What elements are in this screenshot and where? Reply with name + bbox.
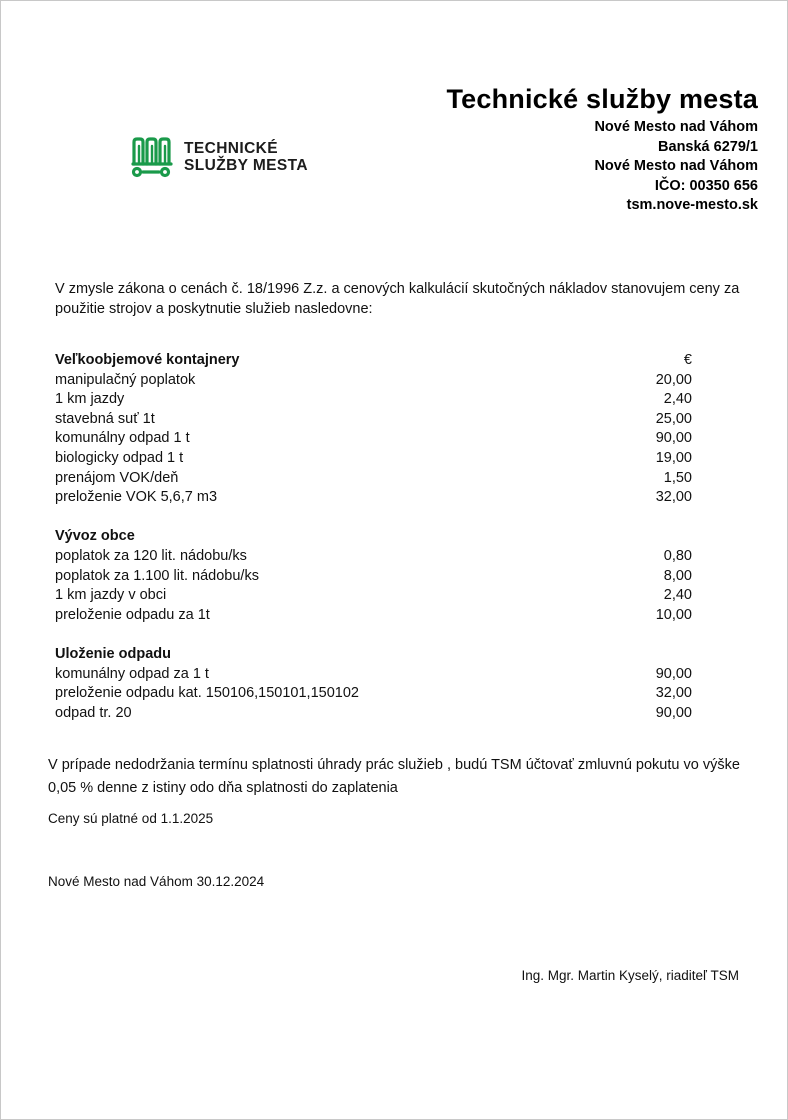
section-header [55, 645, 692, 665]
item-label: 1 km jazdy v obci [55, 587, 167, 604]
price-row [55, 684, 692, 704]
signature: Ing. Mgr. Martin Kyselý, riaditeľ TSM [521, 968, 739, 983]
price-row [55, 371, 692, 391]
validity-date: Ceny sú platné od 1.1.2025 [48, 811, 214, 826]
price-row [55, 449, 692, 469]
item-label: komunálny odpad za 1 t [55, 665, 209, 682]
item-price: 10,00 [655, 606, 692, 623]
item-price: 90,00 [655, 430, 692, 447]
section-title: Veľkoobjemové kontajnery [55, 352, 240, 368]
section-title: Uloženie odpadu [55, 645, 171, 662]
address-line: Banská 6279/1 [658, 138, 758, 155]
penalty-clause: V prípade nedodržania termínu splatnosti úhrady prác služieb , budú TSM účtovať zmluvnú pokutu vo výške 0,05 % denne z istiny odo dňa splatnosti do zaplatenia [48, 757, 740, 796]
section-title: Vývoz obce [55, 528, 135, 545]
price-row [55, 704, 692, 724]
company-id: IČO: 00350 656 [654, 177, 758, 194]
item-label: prenájom VOK/deň [55, 469, 179, 486]
organization-name: Technické služby mesta [446, 84, 758, 114]
item-label: preloženie odpadu za 1t [55, 606, 210, 623]
item-label: biologicky odpad 1 t [55, 449, 184, 466]
item-price: 90,00 [655, 704, 692, 721]
organization-address [594, 118, 758, 216]
price-list [55, 351, 692, 723]
intro-paragraph: V zmysle zákona o cenách č. 18/1996 Z.z. a cenových kalkulácií skutočných nákladov stanovujem ceny za použitie strojov a poskytnutie služieb nasledovne: [55, 281, 740, 317]
item-price: 2,40 [663, 587, 692, 604]
item-label: poplatok za 120 lit. nádobu/ks [55, 547, 247, 564]
website-link[interactable]: tsm.nove-mesto.sk [626, 197, 758, 213]
item-price: 0,80 [663, 547, 692, 564]
tsm-logo-icon [131, 136, 175, 178]
logo-text [184, 140, 308, 174]
price-row [55, 665, 692, 685]
section-spacer [55, 508, 692, 528]
item-label: odpad tr. 20 [55, 704, 132, 721]
logo-text-line1: TECHNICKÉ [184, 140, 279, 157]
section-header [55, 351, 692, 371]
logo-text-line2: SLUŽBY MESTA [184, 157, 308, 174]
item-label: poplatok za 1.100 lit. nádobu/ks [55, 567, 259, 584]
item-price: 32,00 [655, 685, 692, 702]
item-price: 90,00 [655, 665, 692, 682]
address-line: Nové Mesto nad Váhom [594, 158, 758, 174]
item-price: 32,00 [655, 489, 692, 506]
item-price: 19,00 [655, 449, 692, 466]
item-label: preloženie odpadu kat. 150106,150101,150102 [55, 685, 359, 702]
price-row [55, 410, 692, 430]
price-row [55, 586, 692, 606]
item-label: stavebná suť 1t [55, 410, 155, 427]
section-spacer [55, 625, 692, 645]
item-price: 8,00 [663, 567, 692, 584]
place-and-date: Nové Mesto nad Váhom 30.12.2024 [48, 874, 265, 889]
price-row [55, 567, 692, 587]
item-price: 2,40 [663, 391, 692, 408]
price-row [55, 606, 692, 626]
price-row [55, 390, 692, 410]
currency-label: € [683, 352, 692, 368]
section-header [55, 527, 692, 547]
address-line: Nové Mesto nad Váhom [594, 119, 758, 135]
item-price: 20,00 [655, 371, 692, 388]
price-row [55, 469, 692, 489]
item-label: preloženie VOK 5,6,7 m3 [55, 489, 218, 506]
price-row [55, 488, 692, 508]
item-label: manipulačný poplatok [55, 371, 196, 388]
company-logo [131, 136, 308, 178]
item-price: 1,50 [663, 469, 692, 486]
price-row [55, 547, 692, 567]
item-label: komunálny odpad 1 t [55, 430, 190, 447]
item-label: 1 km jazdy [55, 391, 125, 408]
price-row [55, 429, 692, 449]
item-price: 25,00 [655, 410, 692, 427]
